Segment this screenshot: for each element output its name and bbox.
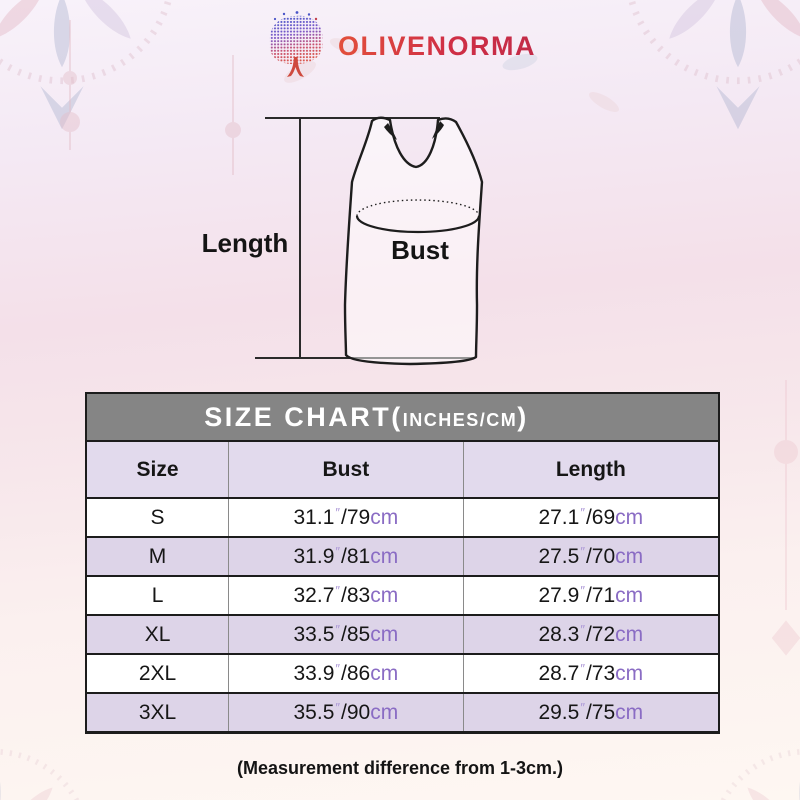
bust-cell: 31.1 ″ /79 cm: [228, 499, 463, 536]
bust-cell: 33.5 ″ /85 cm: [228, 616, 463, 653]
size-cell: S: [150, 505, 165, 529]
size-chart-rows: [87, 499, 718, 731]
length-cell: 27.1 ″ /69 cm: [463, 499, 718, 536]
table-row: [87, 577, 718, 616]
size-cell: 2XL: [138, 661, 177, 685]
size-cell: M: [148, 544, 167, 568]
size-chart-title-bar: [87, 394, 718, 442]
column-header-bust: Bust: [228, 442, 463, 497]
title-close: ): [517, 401, 529, 432]
size-chart-table: [85, 392, 720, 734]
brand-header: [0, 6, 800, 86]
bust-cell: 33.9 ″ /86 cm: [228, 655, 463, 692]
title-main: SIZE CHART(: [204, 401, 403, 432]
brand-name: OLIVENORMA: [337, 30, 536, 61]
column-header-row: [87, 442, 718, 499]
length-label: Length: [201, 228, 289, 258]
tree-logo-icon: [264, 11, 328, 81]
table-row: [87, 694, 718, 731]
size-cell: 3XL: [138, 700, 177, 724]
size-cell: L: [151, 583, 164, 607]
length-cell: 28.3 ″ /72 cm: [463, 616, 718, 653]
bust-cell: 35.5 ″ /90 cm: [228, 694, 463, 731]
column-header-length: Length: [463, 442, 718, 497]
bust-label: Bust: [391, 235, 449, 265]
garment-diagram: [180, 95, 530, 385]
length-cell: 27.5 ″ /70 cm: [463, 538, 718, 575]
bust-cell: 31.9 ″ /81 cm: [228, 538, 463, 575]
table-row: [87, 655, 718, 694]
table-row: [87, 616, 718, 655]
size-cell: XL: [144, 622, 171, 646]
column-header-size: Size: [136, 457, 179, 481]
measurement-note: (Measurement difference from 1-3cm.): [236, 758, 564, 778]
length-cell: 28.7 ″ /73 cm: [463, 655, 718, 692]
bust-cell: 32.7 ″ /83 cm: [228, 577, 463, 614]
length-cell: 27.9 ″ /71 cm: [463, 577, 718, 614]
table-row: [87, 499, 718, 538]
title-units: INCHES/CM: [402, 409, 518, 430]
length-cell: 29.5 ″ /75 cm: [463, 694, 718, 731]
table-row: [87, 538, 718, 577]
